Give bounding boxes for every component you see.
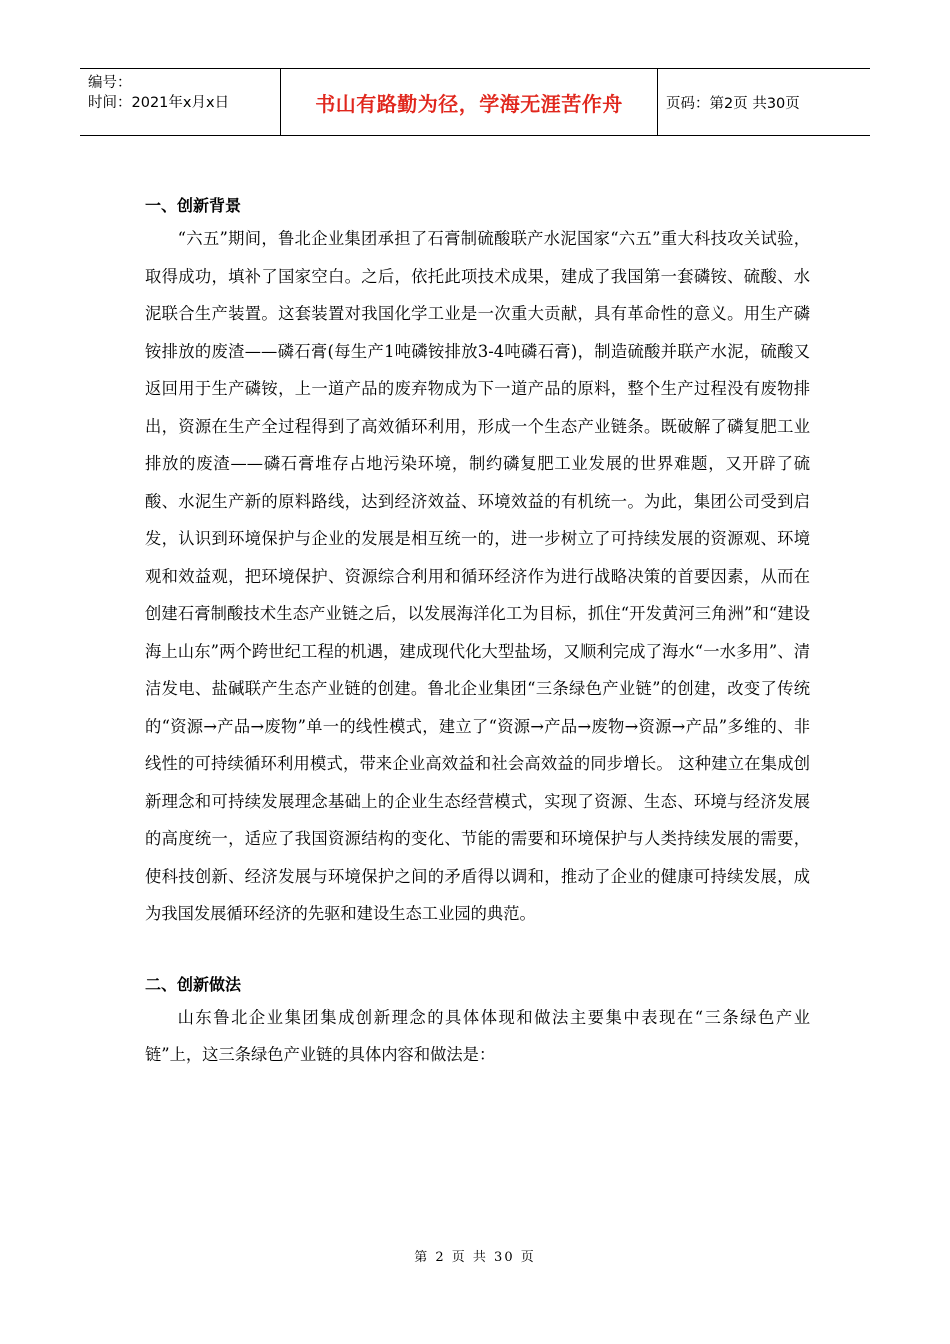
header-meta-cell <box>80 69 281 135</box>
section-paragraph-background: “六五”期间，鲁北企业集团承担了石膏制硫酸联产水泥国家“六五”重大科技攻关试验，取得成功，填补了国家空白。之后，依托此项技术成果，建成了我国第一套磷铵、硫酸、水泥联合生产装置。这套装置对我国化学工业是一次重大贡献，具有革命性的意义。用生产磷铵排放的废渣——磷石膏(每生产1吨磷铵排放3-4吨磷石膏)，制造硫酸并联产水泥，硫酸又返回用于生产磷铵，上一道产品的废弃物成为下一道产品的原料，整个生产过程没有废物排出，资源在生产全过程得到了高效循环利用，形成一个生态产业链条。既破解了磷复肥工业排放的废渣——磷石膏堆存占地污染环境，制约磷复肥工业发展的世界难题，又开辟了硫酸、水泥生产新的原料路线，达到经济效益、环境效益的有机统一。为此，集团公司受到启发，认识到环境保护与企业的发展是相互统一的，进一步树立了可持续发展的资源观、环境观和效益观，把环境保护、资源综合利用和循环经济作为进行战略决策的首要因素，从而在创建石膏制酸技术生态产业链之后，以发展海洋化工为目标，抓住“开发黄河三角洲”和“建设海上山东”两个跨世纪工程的机遇，建成现代化大型盐场，又顺利完成了海水“一水多用”、清洁发电、盐碱联产生态产业链的创建。鲁北企业集团“三条绿色产业链”的创建，改变了传统的“资源→产品→废物”单一的线性模式，建立了“资源→产品→废物→资源→产品”多维的、非线性的可持续循环利用模式，带来企业高效益和社会高效益的同步增长。 这种建立在集成创新理念和可持续发展理念基础上的企业生态经营模式，实现了资源、生态、环境与经济发展的高度统一，适应了我国资源结构的变化、节能的需要和环境保护与人类持续发展的需要，使科技创新、经济发展与环境保护之间的矛盾得以调和，推动了企业的健康可持续发展，成为我国发展循环经济的先驱和建设生态工业园的典范。 <box>145 229 810 923</box>
section-title-practice: 二、创新做法 <box>145 974 242 994</box>
section-spacer <box>145 933 810 971</box>
document-date-label: 时间：2021年x月x日 <box>88 95 230 111</box>
document-number-label: 编号： <box>88 75 132 91</box>
header-motto: 书山有路勤为径，学海无涯苦作舟 <box>281 69 658 135</box>
section-title-background: 一、创新背景 <box>145 196 242 215</box>
header-table <box>80 68 870 136</box>
document-body <box>145 192 810 1074</box>
page-footer: 第 2 页 共 30 页 <box>414 1250 536 1265</box>
header-page-info: 页码：第2页 共30页 <box>666 95 800 112</box>
section-paragraph-practice: 山东鲁北企业集团集成创新理念的具体体现和做法主要集中表现在“三条绿色产业链”上，这三条绿色产业链的具体内容和做法是： <box>145 1007 810 1064</box>
